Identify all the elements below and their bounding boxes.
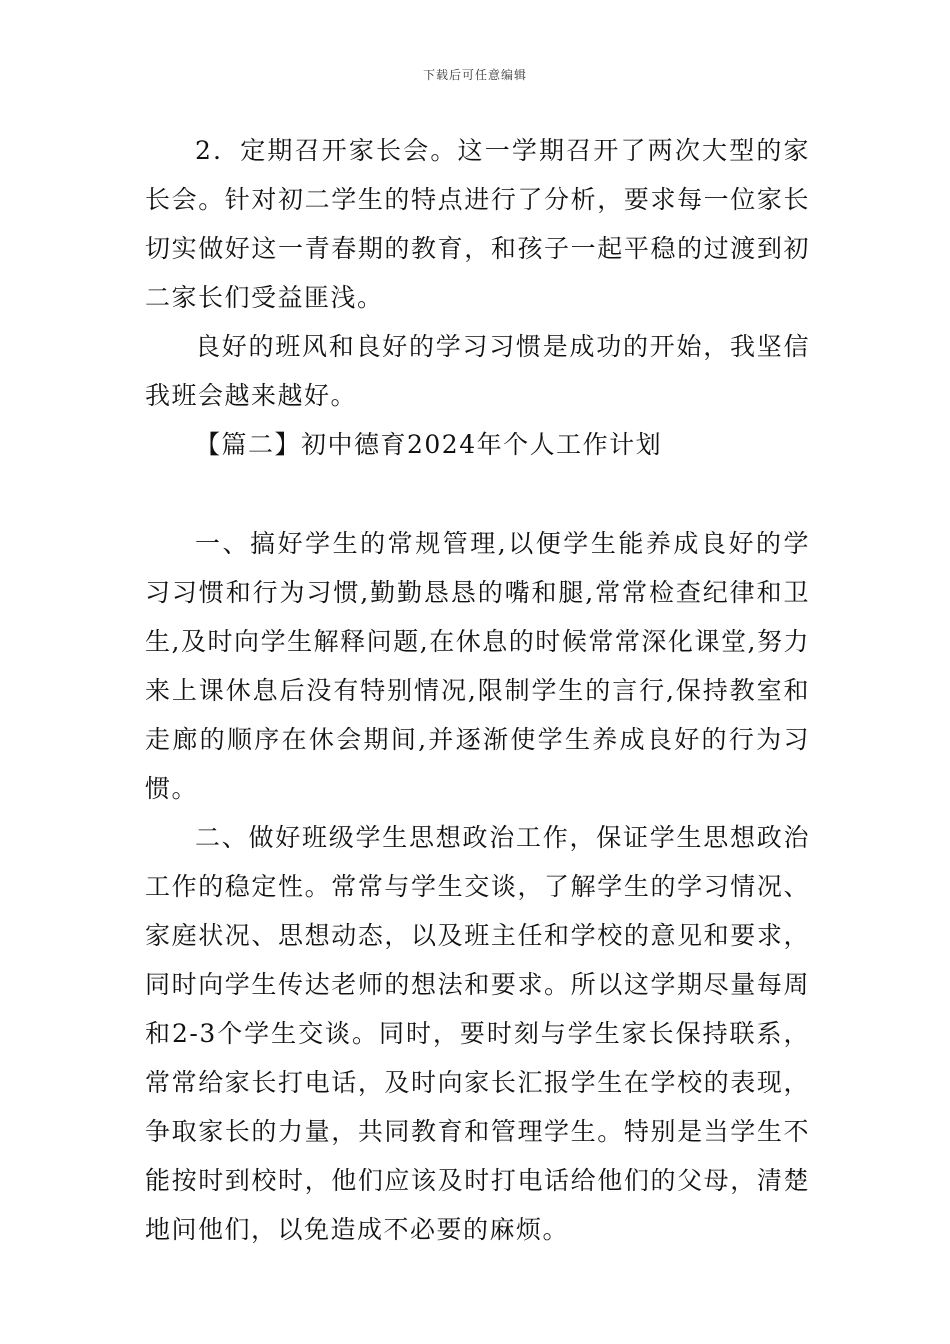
- paragraph-parent-meeting: 2．定期召开家长会。这一学期召开了两次大型的家长会。针对初二学生的特点进行了分析，要求每一位家长切实做好这一青春期的教育，和孩子一起平稳的过渡到初二家长们受益匪浅。: [145, 136, 810, 312]
- header-note: 下载后可任意编辑: [422, 68, 527, 82]
- document-body: [145, 126, 810, 1254]
- paragraph-ideological-work: 二、做好班级学生思想政治工作，保证学生思想政治工作的稳定性。常常与学生交谈，了解学生的学习情况、家庭状况、思想动态，以及班主任和学校的意见和要求，同时向学生传达老师的想法和要求。所以这学期尽量每周和2-3个学生交谈。同时，要时刻与学生家长保持联系，常常给家长打电话，及时向家长汇报学生在学校的表现，争取家长的力量，共同教育和管理学生。特别是当学生不能按时到校时，他们应该及时打电话给他们的父母，清楚地问他们，以免造成不必要的麻烦。: [145, 823, 810, 1244]
- section-title: 【篇二】初中德育2024年个人工作计划: [195, 430, 663, 459]
- paragraph-routine-management: 一、搞好学生的常规管理,以便学生能养成良好的学习习惯和行为习惯,勤勤恳恳的嘴和腿,常常检查纪律和卫生,及时向学生解释问题,在休息的时候常常深化课堂,努力来上课休息后没有特别情况,限制学生的言行,保持教室和走廊的顺序在休会期间,并逐渐使学生养成良好的行为习惯。: [145, 529, 810, 803]
- paragraph-class-spirit: 良好的班风和良好的学习习惯是成功的开始，我坚信我班会越来越好。: [145, 332, 810, 410]
- section-spacer: [145, 469, 810, 519]
